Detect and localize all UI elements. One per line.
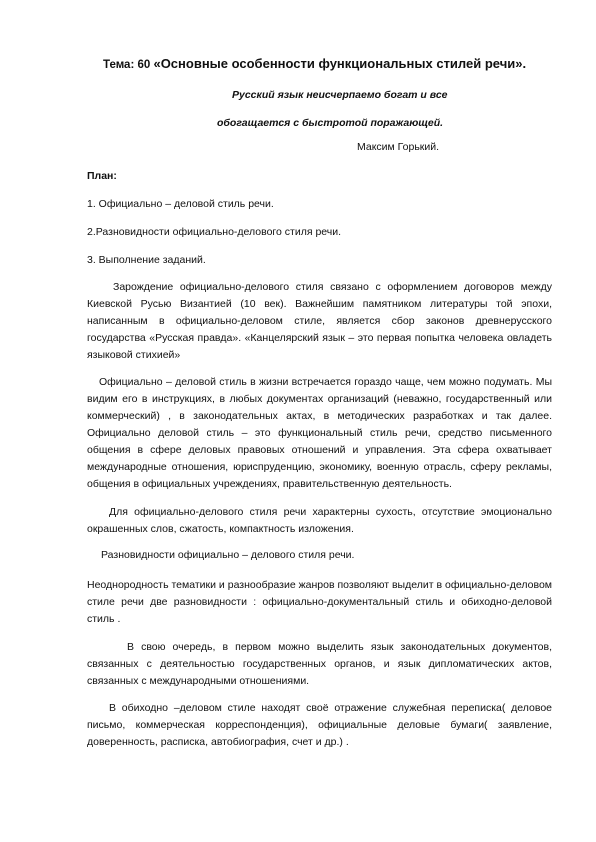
paragraph-first-variety: В свою очередь, в первом можно выделить язык законодательных документов, связанных с деятельностью государственных органов, и язык дипломатических актов, связанных с международными отношениями.: [87, 641, 552, 687]
section-heading-varieties: Разновидности официально – делового стиля речи.: [101, 549, 355, 561]
paragraph-usage: Официально – деловой стиль в жизни встречается гораздо чаще, чем можно подумать. Мы видим его в инструкциях, в любых документах организаций (неважно, государственный или коммерческий) , в законодательных актах, в методических разработках и так далее. Официально деловой стиль – это функциональный стиль речи, средство письменного общения в сфере деловых правовых отношений и управления. Эта сфера охватывает международные отношения, юриспруденцию, экономику, военную отрасль, сферу рекламы, общения в официальных учреждениях, правительственную деятельность.: [87, 376, 552, 490]
title-prefix: Тема: 60: [103, 59, 154, 71]
epigraph-line-1: Русский язык неисчерпаемо богат и все: [232, 89, 448, 101]
epigraph-author: Максим Горький.: [357, 141, 440, 153]
plan-item-2: 2.Разновидности официально-делового стиля речи.: [87, 226, 342, 238]
paragraph-origin: Зарождение официально-делового стиля связано с оформлением договоров между Киевской Русью Византией (10 век). Важнейшим памятником литературы той эпохи, написанным в официально-деловом стиле, является сбор законов древнерусского государства «Русская правда». «Канцелярский язык – это первая попытка человека овладеть языковой стихией»: [87, 281, 552, 361]
paragraph-everyday-style: В обиходно –деловом стиле находят своё отражение служебная переписка( деловое письмо, коммерческая корреспонденция), официальные деловые бумаги( заявление, доверенность, расписка, автобиография, счет и др.) .: [87, 702, 552, 748]
paragraph-features: Для официально-делового стиля речи характерны сухость, отсутствие эмоционально окрашенных слов, сжатость, компактность изложения.: [87, 506, 552, 535]
document-title: [103, 56, 552, 73]
paragraph-varieties: Неоднородность тематики и разнообразие жанров позволяют выделит в официально-деловом стиле речи две разновидности : официально-документальный стиль и обиходно-деловой стиль .: [87, 579, 552, 625]
title-main: «Основные особенности функциональных стилей речи».: [153, 56, 527, 71]
plan-item-1: 1. Официально – деловой стиль речи.: [87, 198, 274, 210]
plan-item-3: 3. Выполнение заданий.: [87, 254, 206, 266]
epigraph-line-2: обогащается с быстротой поражающей.: [217, 117, 444, 129]
plan-heading: План:: [87, 170, 117, 182]
